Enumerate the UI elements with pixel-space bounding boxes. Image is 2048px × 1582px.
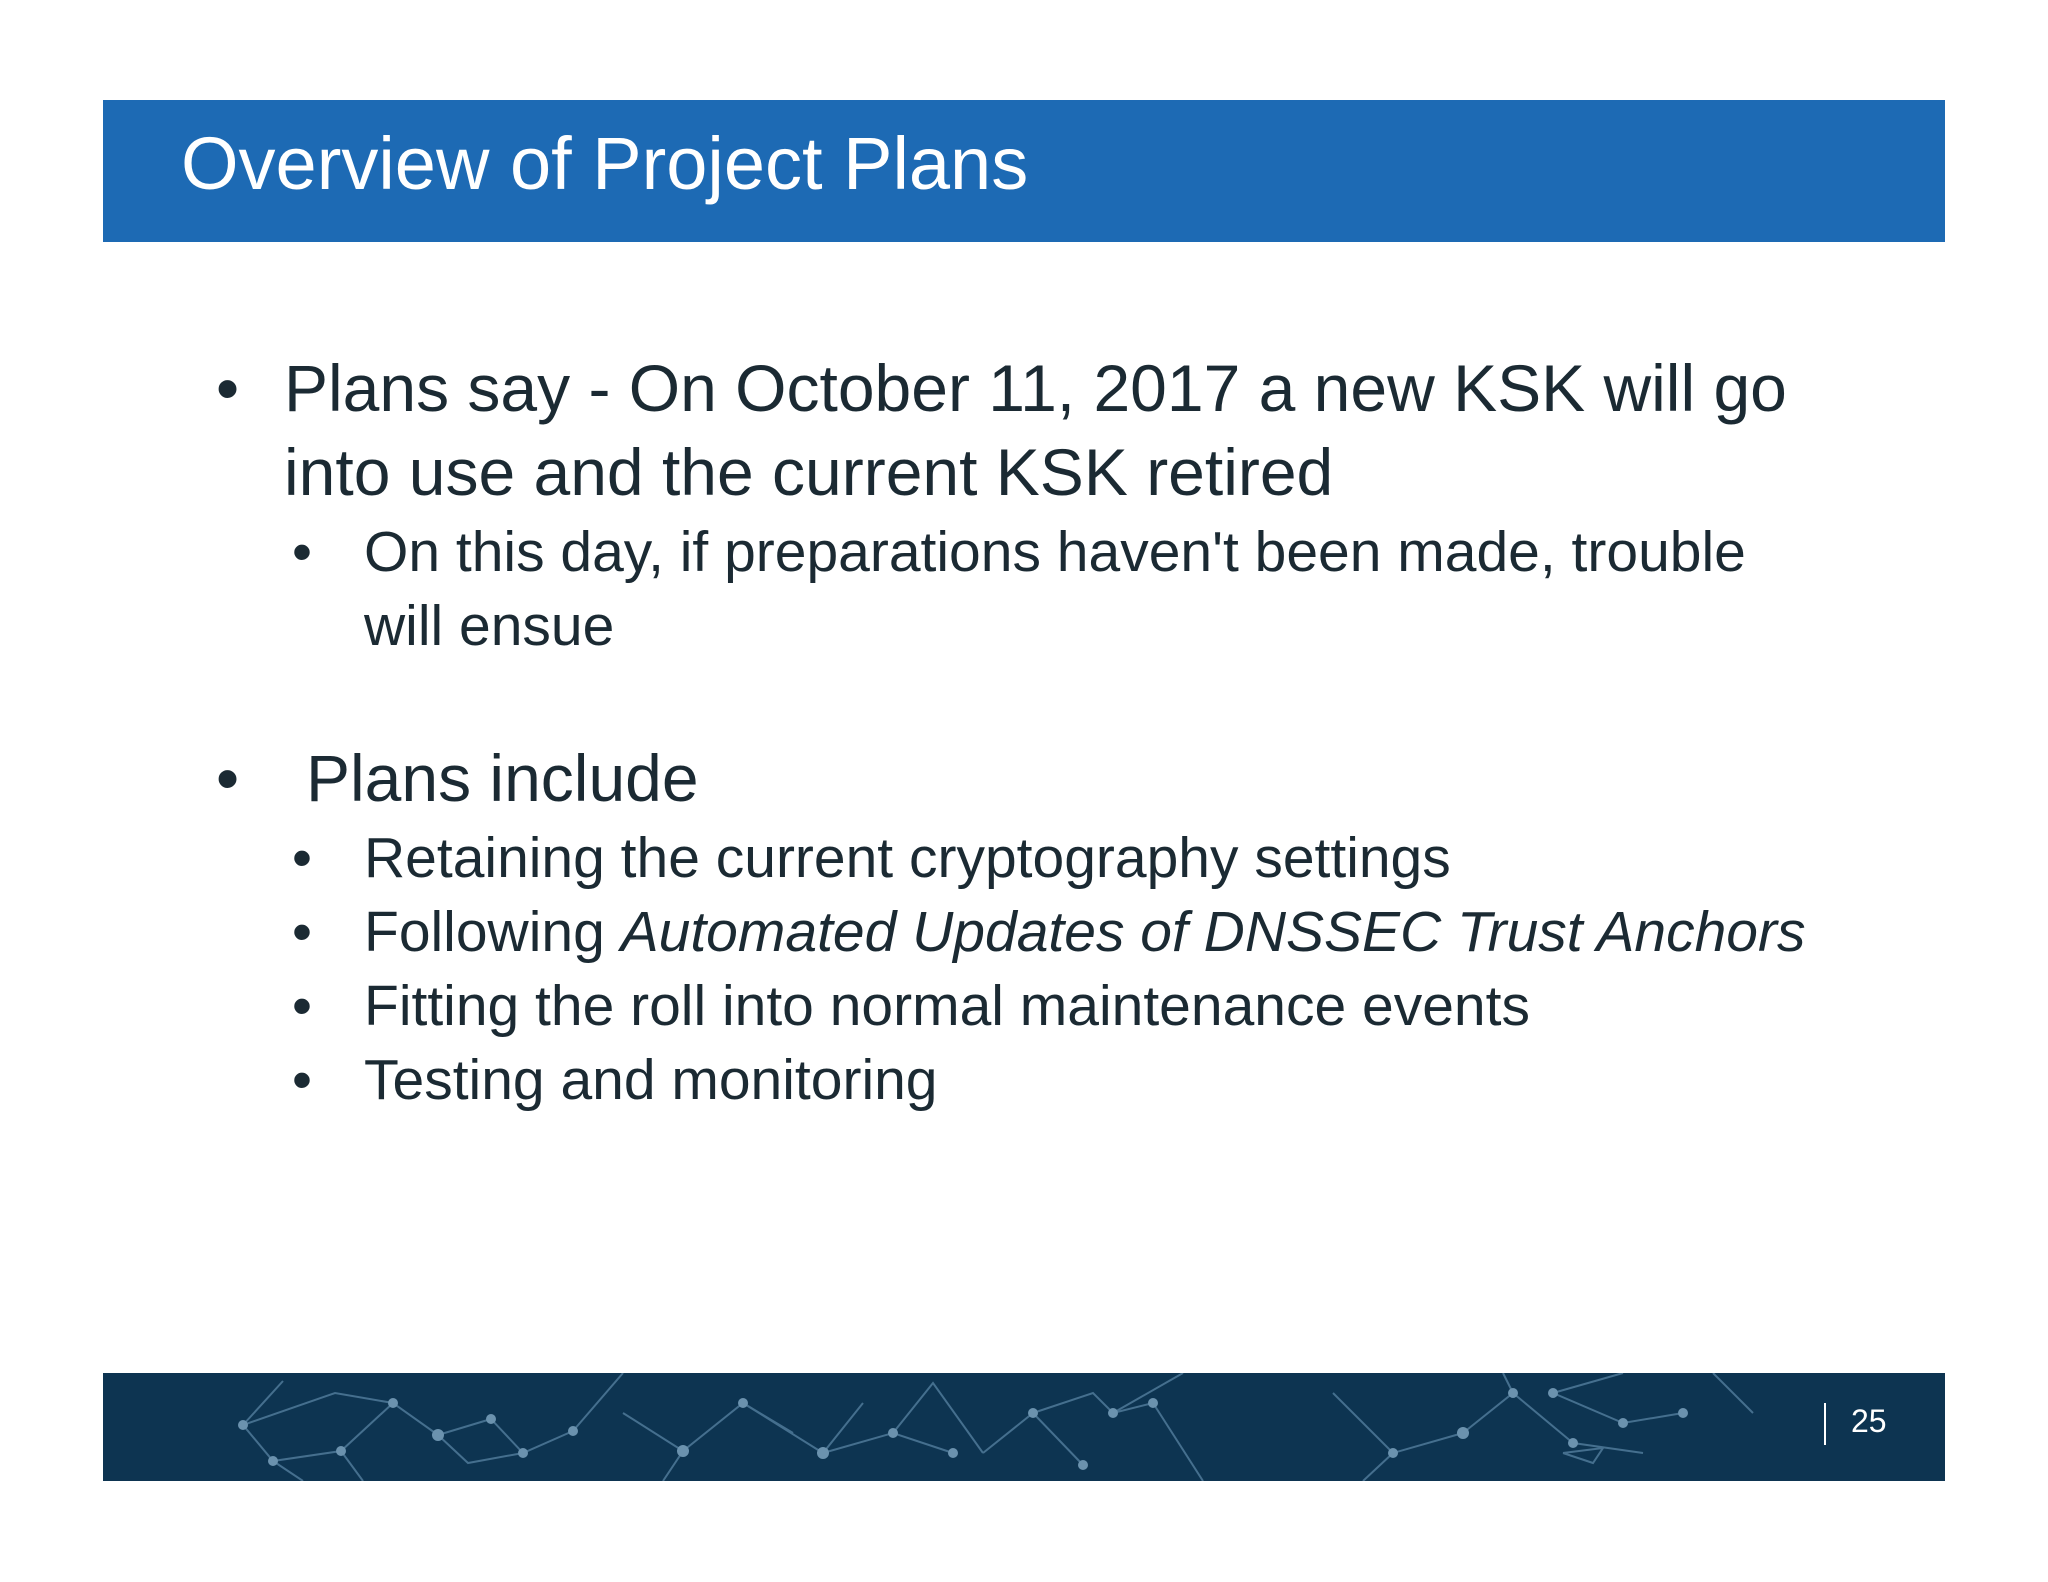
bullet-marker: • xyxy=(292,1048,312,1112)
bullet-text-line: Fitting the roll into normal maintenance events xyxy=(364,974,1530,1038)
sub-bullet-item xyxy=(292,515,1746,589)
sub-bullet-item xyxy=(292,969,1530,1043)
bullet-item-1 xyxy=(216,346,1787,430)
bullet-text-line: On this day, if preparations haven't been made, trouble xyxy=(364,520,1746,584)
bullet-text-italic: Automated Updates of DNSSEC Trust Anchors xyxy=(620,900,1806,964)
sub-bullet-item xyxy=(292,1043,938,1117)
bullet-text-line: will ensue xyxy=(364,594,615,658)
bullet-item-1-continued xyxy=(284,430,1333,514)
bullet-marker: • xyxy=(216,351,240,425)
bullet-text-line: Testing and monitoring xyxy=(364,1048,938,1112)
page-number: 25 xyxy=(1851,1403,1887,1439)
bullet-marker: • xyxy=(292,520,312,584)
sub-bullet-item xyxy=(292,821,1451,895)
bullet-marker: • xyxy=(292,826,312,890)
sub-bullet-item-continued xyxy=(364,589,614,663)
slide-title: Overview of Project Plans xyxy=(181,122,1029,205)
footer-bar xyxy=(103,1373,1945,1481)
network-pattern xyxy=(103,1373,1945,1481)
sub-bullet-item xyxy=(292,895,1806,969)
bullet-text-line: Plans say - On October 11, 2017 a new KSK will go xyxy=(284,351,1787,425)
page-number-divider xyxy=(1824,1403,1826,1445)
bullet-item-2 xyxy=(216,736,699,820)
bullet-marker: • xyxy=(216,741,240,815)
bullet-text-line: Plans include xyxy=(306,741,699,815)
bullet-text-line: into use and the current KSK retired xyxy=(284,435,1334,509)
bullet-marker: • xyxy=(292,900,312,964)
bullet-text-line: Retaining the current cryptography settings xyxy=(364,826,1451,890)
bullet-text-prefix: Following xyxy=(364,900,621,964)
bullet-marker: • xyxy=(292,974,312,1038)
